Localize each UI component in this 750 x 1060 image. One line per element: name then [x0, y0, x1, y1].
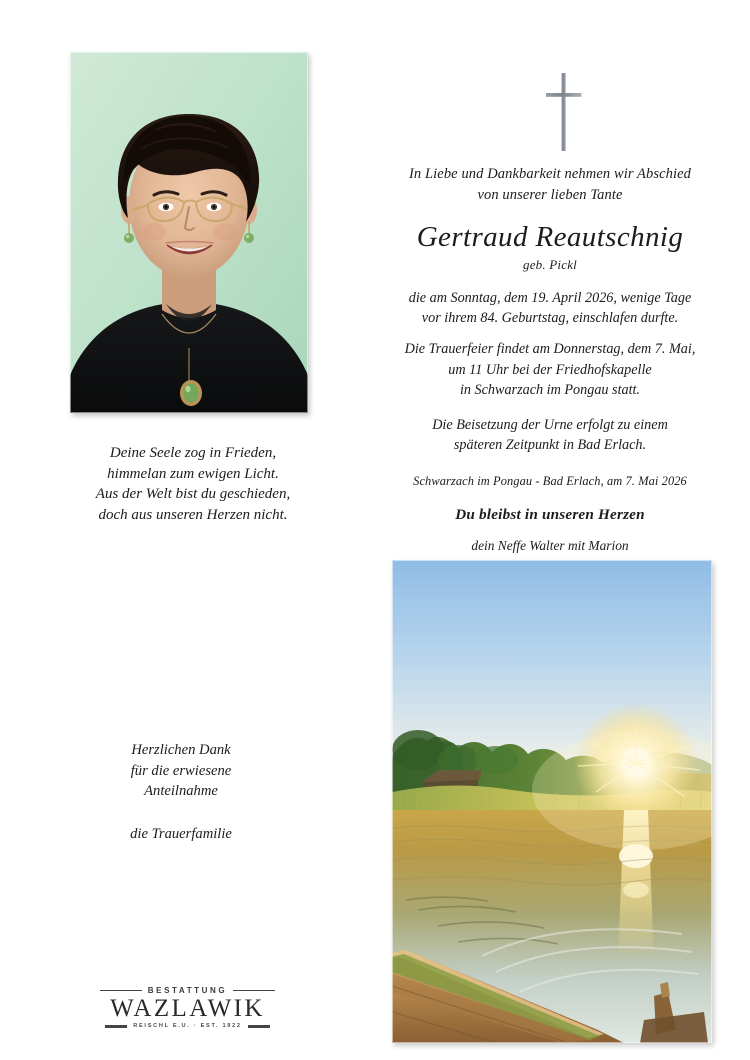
- thanks-signature: die Trauerfamilie: [130, 826, 232, 843]
- poem-line2: himmelan zum ewigen Licht.: [107, 465, 279, 482]
- logo-rule-left: [100, 990, 142, 992]
- logo-bottom-row: [100, 1023, 275, 1029]
- obituary-intro: [378, 164, 722, 205]
- service-line2: um 11 Uhr bei der Friedhofskapelle: [448, 361, 652, 378]
- thanks-line1: Herzlichen Dank: [131, 742, 231, 758]
- logo-rule-left-bottom: [105, 1025, 127, 1028]
- portrait-photo-graphic: [70, 52, 308, 413]
- logo-top-text: BESTATTUNG: [147, 986, 228, 995]
- memorial-poem: [48, 443, 338, 526]
- thanks-block: [86, 740, 276, 845]
- poem-line1: Deine Seele zog in Frieden,: [109, 445, 277, 461]
- obituary-intro-line1: In Liebe und Dankbarkeit nehmen wir Abschied: [409, 166, 691, 182]
- burial-info: [378, 415, 722, 455]
- latin-cross-icon: [540, 72, 588, 152]
- funeral-home-logo: [100, 986, 275, 1029]
- poem-line3: Aus der Welt bist du geschieden,: [95, 486, 291, 503]
- thanks-line2: für die erwiesene: [130, 762, 232, 779]
- death-line2: vor ihrem 84. Geburtstag, einschlafen durfte.: [421, 310, 679, 327]
- logo-top-row: [100, 986, 275, 995]
- deceased-maiden-name: geb. Pickl: [523, 257, 577, 273]
- cross-svg: [540, 72, 588, 152]
- service-info: [378, 339, 722, 399]
- signer-line1: dein Neffe Walter mit Marion: [471, 538, 629, 554]
- service-line1: Die Trauerfeier findet am Donnerstag, dem 7. Mai,: [404, 341, 696, 358]
- burial-line1: Die Beisetzung der Urne erfolgt zu einem: [432, 416, 668, 433]
- deceased-name: Gertraud Reautschnig: [416, 221, 684, 254]
- logo-rule-right: [233, 990, 275, 992]
- farewell-message: Du bleibst in unseren Herzen: [455, 506, 645, 524]
- death-info: [378, 288, 722, 328]
- burial-line2: späteren Zeitpunkt in Bad Erlach.: [453, 436, 647, 453]
- place-and-date: Schwarzach im Pongau - Bad Erlach, am 7. Mai 2026: [413, 474, 687, 489]
- thanks-line3: Anteilnahme: [144, 783, 218, 800]
- logo-bottom-text: REISCHL E.U. · EST. 1922: [133, 1023, 242, 1030]
- obituary-intro-line2: von unserer lieben Tante: [477, 186, 623, 203]
- obituary-text: [378, 164, 722, 578]
- portrait-photo: [70, 52, 308, 413]
- poem-line4: doch aus unseren Herzen nicht.: [98, 507, 288, 524]
- sunset-lake-graphic: [392, 560, 712, 1043]
- death-line1: die am Sonntag, dem 19. April 2026, wenige Tage: [408, 290, 692, 307]
- logo-main-text: WAZLAWIK: [110, 995, 265, 1022]
- service-line3: in Schwarzach im Pongau statt.: [459, 381, 641, 398]
- logo-rule-right-bottom: [248, 1025, 270, 1028]
- sunset-lake-photo: [392, 560, 712, 1043]
